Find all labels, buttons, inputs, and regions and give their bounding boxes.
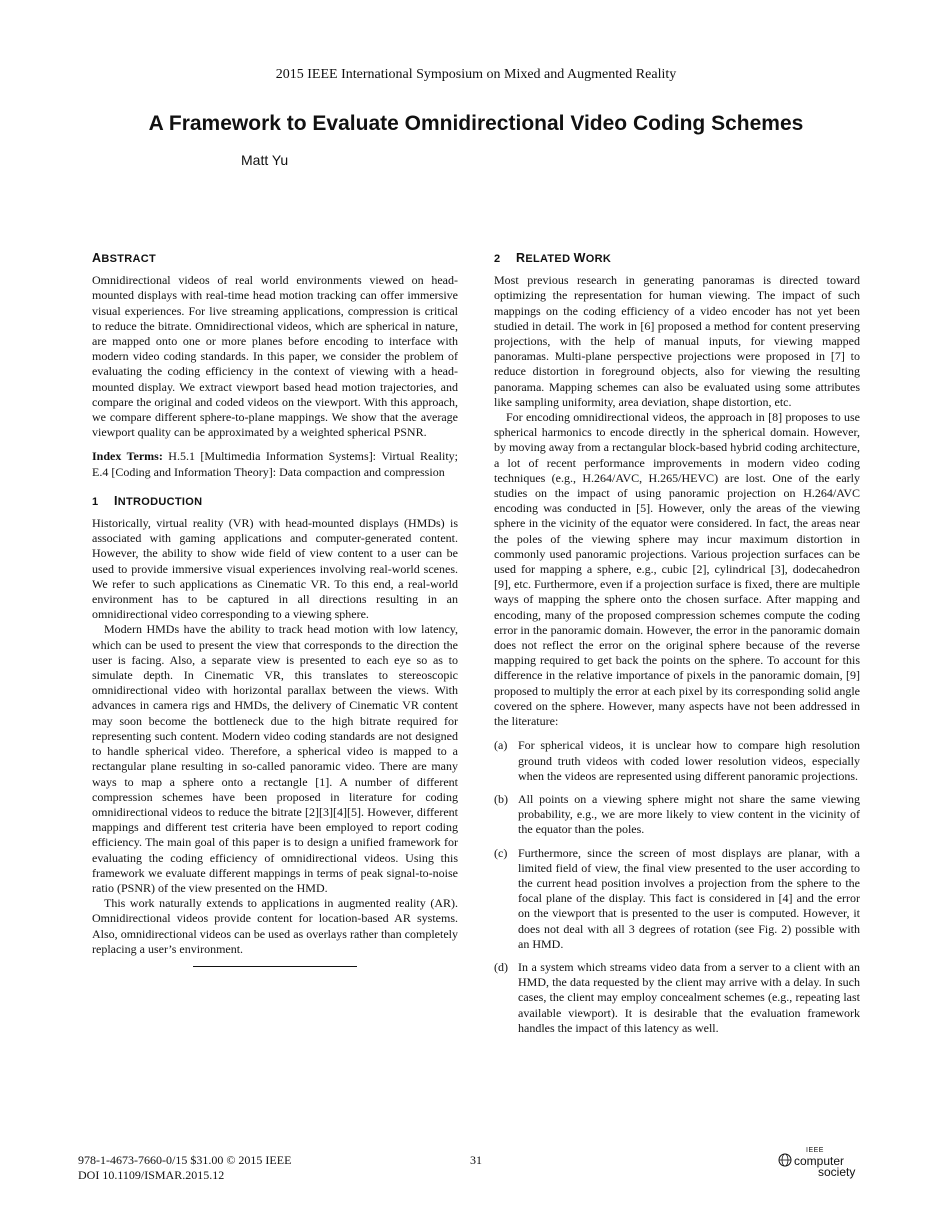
- ieee-computer-society-logo-icon: [778, 1147, 868, 1179]
- logo-ieee-text: IEEE: [806, 1147, 824, 1154]
- doi-line: DOI 10.1109/ISMAR.2015.12: [78, 1168, 225, 1182]
- index-terms-text: H.5.1 [Multimedia Information Systems]: Virtual Reality; E.4 [Coding and Information Theory]: Data compaction and compression: [92, 449, 459, 479]
- author-name: Matt Yu: [241, 152, 289, 168]
- globe-icon: [778, 1153, 792, 1167]
- copyright-footer: [78, 1153, 291, 1183]
- index-terms: [92, 449, 458, 479]
- intro-paragraph: This work naturally extends to applications in augmented reality (AR). Omnidirectional videos provide content for location-based AR systems. Also, omnidirectional videos can be used as overlays rather than completely replacing a user’s environment.: [92, 896, 458, 956]
- right-column: [494, 251, 860, 1044]
- conference-name: 2015 IEEE International Symposium on Mixed and Augmented Reality: [275, 67, 677, 82]
- introduction-heading: 1 INTRODUCTION: [92, 493, 203, 508]
- left-column: [92, 251, 458, 967]
- related-work-heading: 2 RELATED WORK: [494, 251, 612, 265]
- list-item: (b) All points on a viewing sphere might not share the same viewing probability, e.g., we are more likely to view content in the vicinity of the equator than the poles.: [494, 791, 860, 837]
- page-number: 31: [470, 1153, 482, 1167]
- index-terms-label: Index Terms:: [92, 449, 163, 464]
- related-paragraph: For encoding omnidirectional videos, the approach in [8] proposes to use spherical harmonics to encode directly in the spherical domain. However, by moving away from a rectangular block-based hybrid coding architecture, a lot of recent performance improvements in modern video coding techniques (e.g., H.264/AVC, H.265/HEVC) are lost. One of the early studies on the impact of using panoramic projection on H.264/AVC encoding was conducted in [5]. However, only the areas of the viewing sphere in the vicinity of the equator were considered. In fact, the areas near the poles of the viewing sphere may incur maximum distortion in commonly used panoramic projections. Various projection surfaces can be used for mapping a sphere, e.g., cubic [2], cylindrical [3], dodecahedron [9], etc. Furthermore, even if a projection surface is fixed, there are multiple ways of mapping the sphere onto the chosen surface. After mapping and encoding, many of the proposed compression schemes compute the coding error in the panoramic domain. However, the error in the panoramic domain does not reflect the error on the original sphere because of the reverse mapping required to get back the points on the sphere. To account for this difference in the relative importance of pixels in the panoramic domain, [9] proposed to multiply the error at each pixel by its corresponding solid angle covered on the sphere. However, many aspects have not been addressed in the literature:: [494, 410, 860, 729]
- related-paragraph: Most previous research in generating panoramas is directed toward optimizing the representation for human viewing. The impact of such mappings on the coding efficiency of a video encoder has not yet been studied in detail. The work in [6] proposed a method for content preserving projections, with the help of manual inputs, for viewing mapped panoramas. Multi-plane perspective projections were proposed in [7] to reduce distortion in foreground objects, also for viewing the resulting panorama. Mapping schemes can also be evaluated using some attributes like sampling uniformity, area deviation, shape distortion, etc.: [494, 273, 860, 409]
- abstract-text: Omnidirectional videos of real world environments viewed on head-mounted displays with real-time head motion tracking can offer immersive visual experiences. For live streaming applications, compression is critical to reduce the bitrate. Omnidirectional videos, which are spherical in nature, are mapped onto one or more planes before encoding to interface with modern video coding standards. In this paper, we consider the problem of evaluating the coding efficiency in the context of viewing with a head-mounted display. We extract viewport based head motion trajectories, and compare the original and coded videos on the viewport. With this approach, we compare different sphere-to-plane mappings. We show that the average viewport quality can be approximated by a weighted spherical PSNR.: [92, 273, 458, 440]
- list-item: (c) Furthermore, since the screen of most displays are planar, with a limited field of view, the final view presented to the user according to the current head position involves a projection from the sphere to the focal plane of the display. This fact is considered in [4] and the error on the viewport that is presented to the user is computed. However, it does not deal with all 3 degrees of rotation (see Fig. 2) possible with an HMD.: [494, 845, 860, 951]
- list-item: (a) For spherical videos, it is unclear how to compare high resolution ground truth videos with coded lower resolution videos, especially when the videos are represented using different panoramic projections.: [494, 738, 860, 783]
- isbn-line: 978-1-4673-7660-0/15 $31.00 © 2015 IEEE: [78, 1153, 292, 1167]
- intro-paragraph: Historically, virtual reality (VR) with head-mounted displays (HMDs) is associated with gaming applications and computer-generated content. However, the ability to show wide field of view content to a user can be used to provide immersive visual experiences involving real-world scenes. We refer to such applications as Cinematic VR. To this end, a real-world environment has to be captured in all directions resulting in an omnidirectional video corresponding to a viewing sphere.: [92, 516, 458, 622]
- list-item: (d) In a system which streams video data from a server to a client with an HMD, the data requested by the client may arrive with a delay. In such cases, the client may employ concealment schemes (e.g., repeating last available viewport). It is desirable that the evaluation framework handles the impact of this latency as well.: [494, 959, 860, 1035]
- logo-computer-text: computer: [794, 1154, 845, 1168]
- footnote-rule: [193, 966, 357, 967]
- intro-paragraph: Modern HMDs have the ability to track head motion with low latency, which can be used to present the view that corresponds to the direction the user is facing. Also, a separate view is presented to each eye so as to simulate depth. In Cinematic VR, this translates to stereoscopic omnidirectional video with horizontal parallax between the views. With advances in camera rigs and HMDs, the delivery of Cinematic VR content may soon become the bottleneck due to the high bitrate required for representing such content. Modern video coding standards are not designed to handle spherical video. Therefore, a spherical video is mapped to a rectangular plane resulting in so-called panoramic video. There are many ways to map a sphere onto a rectangle [1]. A number of different compression schemes have been proposed in literature for coding omnidirectional videos to reduce the bitrate [2][3][4][5]. However, different mappings and different test criteria have been employed to report coding efficiency. The main goal of this paper is to design a unified framework for evaluating the coding efficiency of omnidirectional videos. Using this framework we evaluate different mappings in terms of peak signal-to-noise ratio (PSNR) of the view presented on the HMD.: [92, 622, 458, 895]
- abstract-heading: ABSTRACT: [92, 251, 156, 265]
- logo-society-text: society: [818, 1165, 856, 1179]
- paper-title: A Framework to Evaluate Omnidirectional Video Coding Schemes: [148, 112, 804, 135]
